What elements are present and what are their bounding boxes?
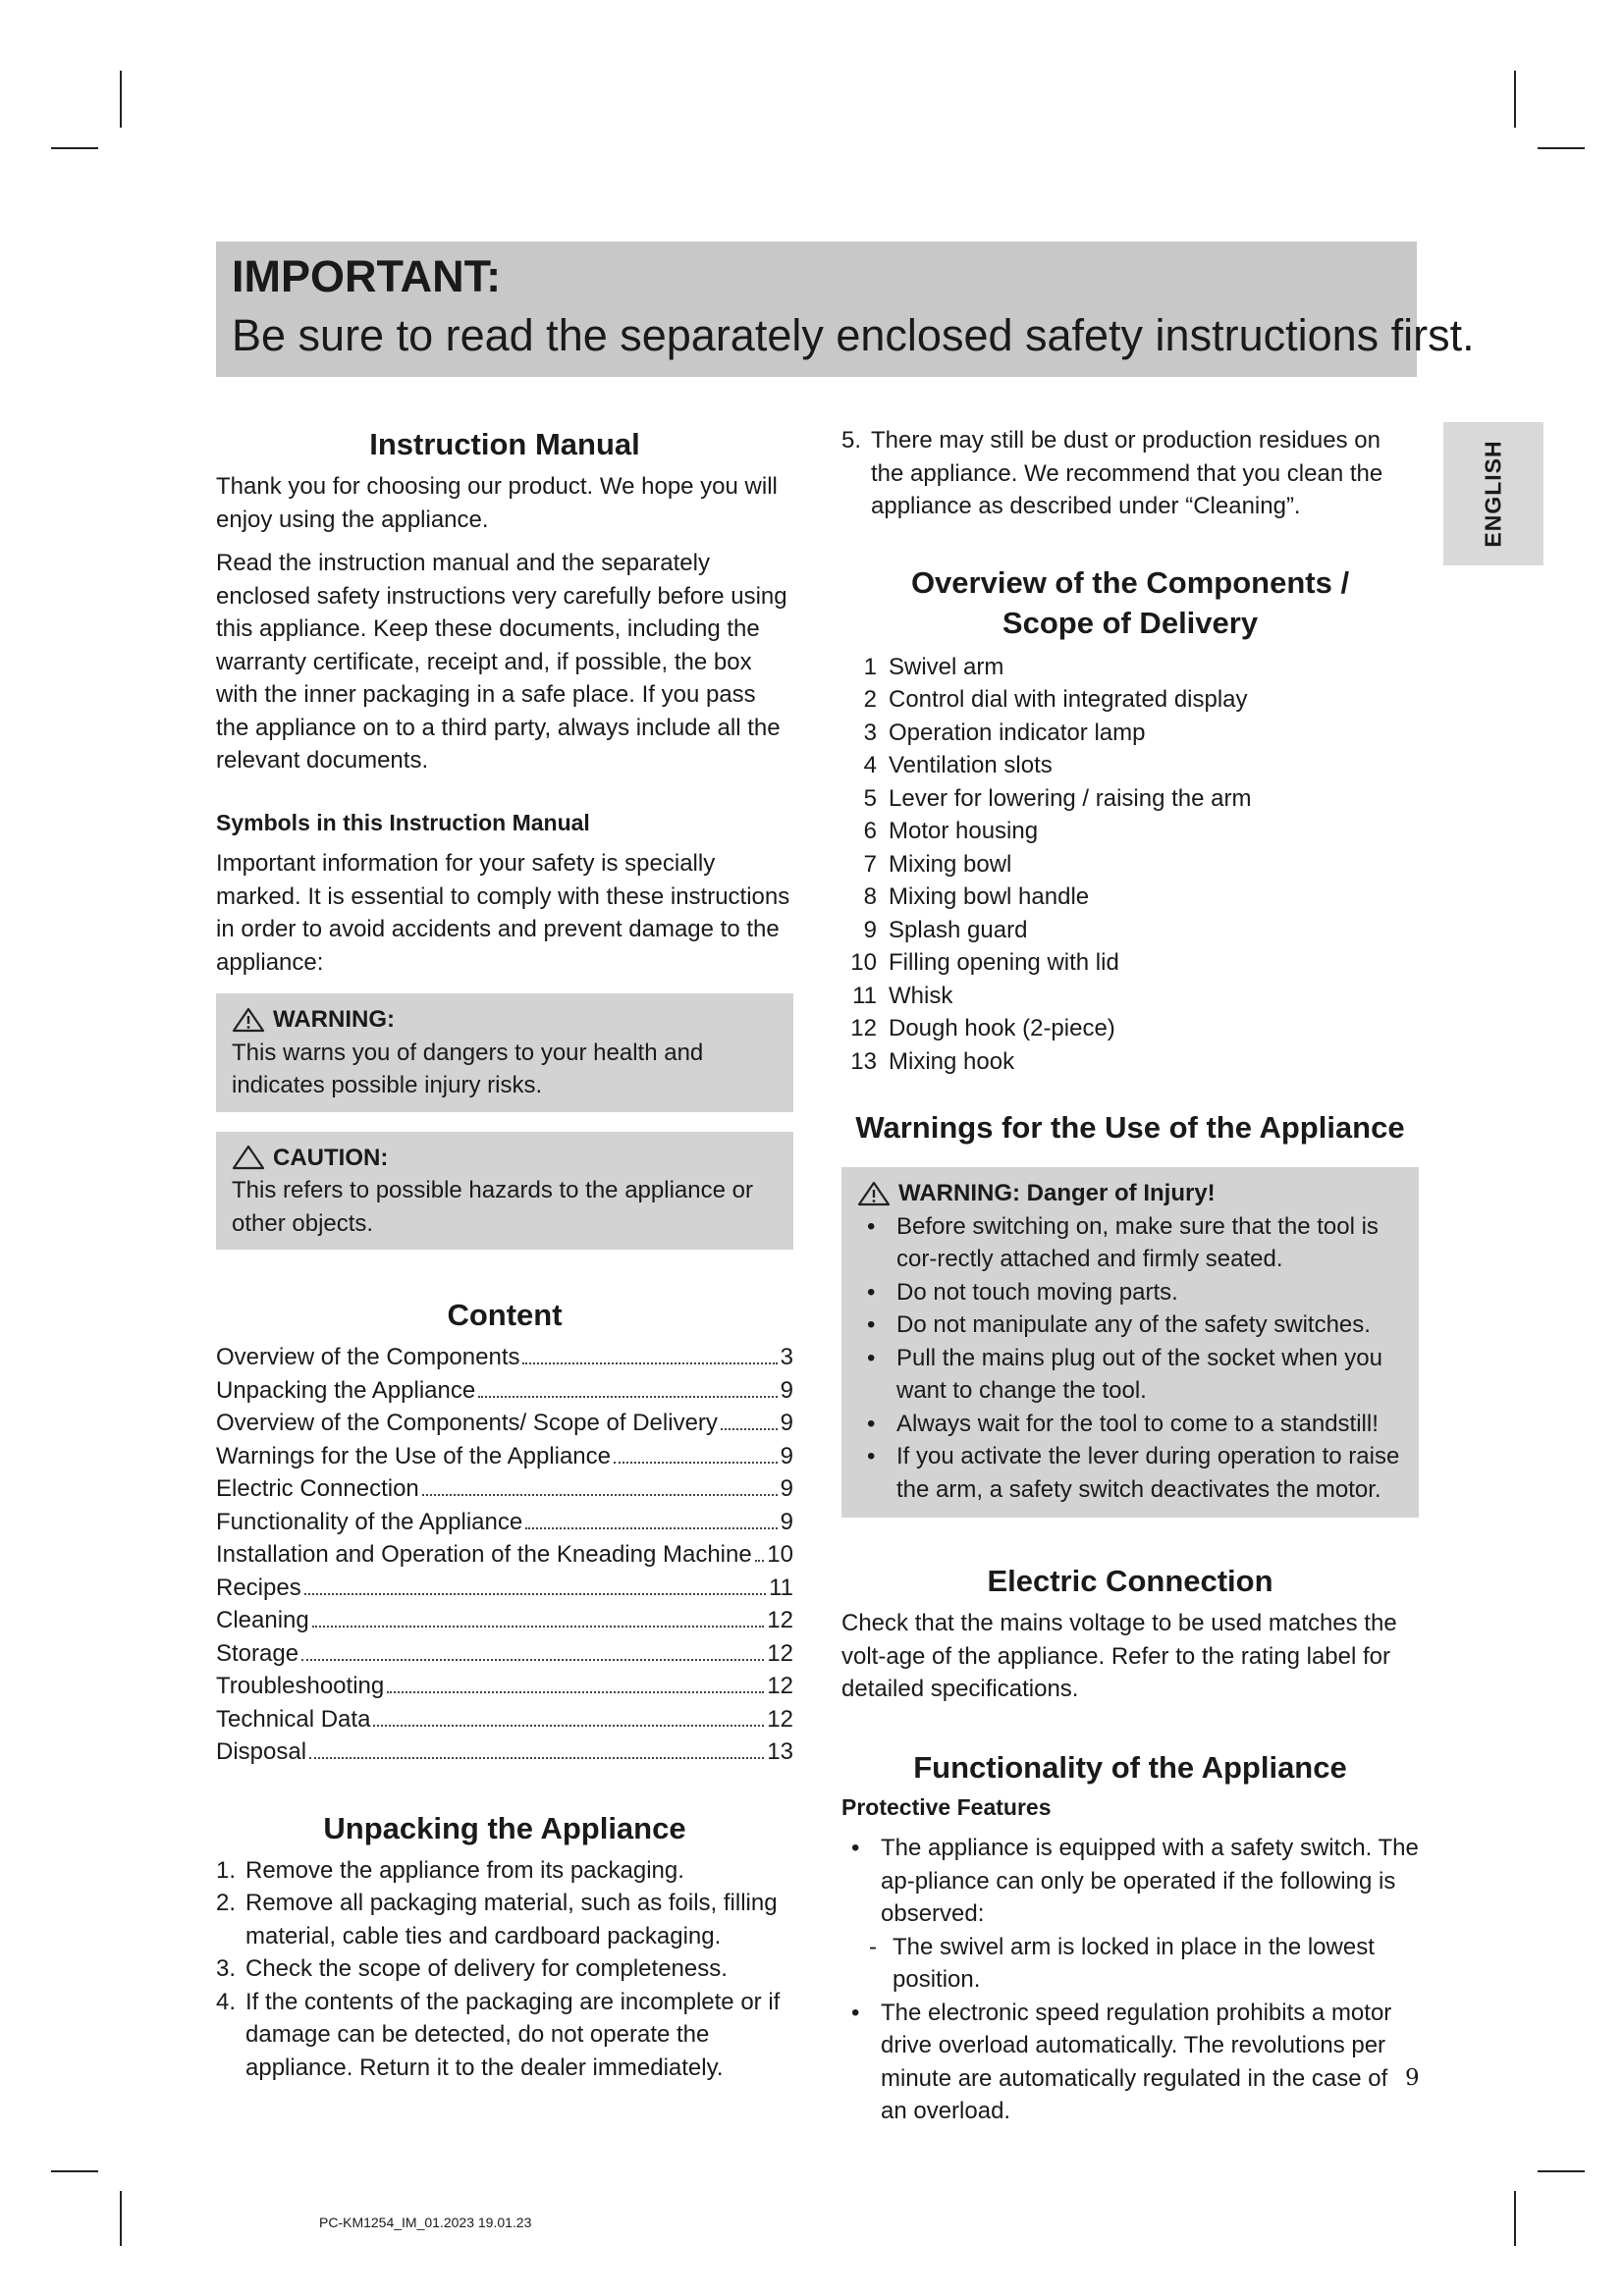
list-item: 3. Check the scope of delivery for completeness. [216, 1955, 728, 1982]
crop-mark [1538, 147, 1585, 149]
page-number: 9 [1405, 2065, 1420, 2091]
symbols-paragraph: Important information for your safety is specially marked. It is essential to comply with these instructions in order to avoid accidents and prevent damage to the appliance: [216, 850, 790, 976]
caution-box-title: CAUTION: [273, 1144, 389, 1171]
electric-paragraph: Check that the mains voltage to be used matches the volt-age of the appliance. Refer to the rating label for detailed specifications. [841, 1610, 1397, 1702]
crop-mark [51, 147, 98, 149]
warning-box-title: WARNING: [273, 1006, 395, 1033]
intro-paragraph: Thank you for choosing our product. We hope you will enjoy using the appliance. [216, 473, 778, 533]
list-item: 5 Lever for lowering / raising the arm [863, 784, 1252, 812]
right-column [841, 424, 1419, 2128]
crop-mark [120, 71, 122, 128]
list-item: 1 Swivel arm [863, 653, 1004, 680]
symbols-heading: Symbols in this Instruction Manual [216, 809, 590, 835]
injury-warning-box [841, 1167, 1419, 1518]
electric-title: Electric Connection [987, 1564, 1273, 1598]
language-label: ENGLISH [1480, 440, 1506, 548]
list-item: • If you activate the lever during operation to raise the arm, a safety switch deactivates the motor. [867, 1443, 1400, 1503]
unpacking-title: Unpacking the Appliance [323, 1810, 686, 1845]
toc-entry: Electric Connection 9 [216, 1475, 793, 1502]
warning-box-text: This warns you of dangers to your health and indicates possible injury risks. [232, 1039, 704, 1098]
toc-entry: Cleaning 12 [216, 1607, 793, 1633]
list-item: 8 Mixing bowl handle [863, 883, 1090, 910]
crop-mark [1514, 2191, 1516, 2246]
list-item: 11 Whisk [852, 982, 953, 1009]
toc-entry: Overview of the Components 3 [216, 1344, 793, 1370]
banner-text: Be sure to read the separately enclosed safety instructions first. [232, 310, 1475, 360]
warning-triangle-icon [857, 1181, 891, 1206]
list-item: • The appliance is equipped with a safety switch. The ap-pliance can only be operated if the following is observed: [851, 1835, 1419, 1927]
footer-code: PC-KM1254_IM_01.2023 19.01.23 [319, 2215, 532, 2230]
list-item: - The swivel arm is locked in place in the lowest position. [869, 1933, 1375, 1993]
list-item: 4 Ventilation slots [863, 752, 1053, 778]
list-item: 9 Splash guard [863, 916, 1028, 943]
list-item: 3 Operation indicator lamp [863, 719, 1146, 746]
instruction-manual-title: Instruction Manual [369, 427, 640, 461]
unpacking-steps [216, 1854, 793, 2085]
content-title: Content [447, 1298, 563, 1332]
caution-box [216, 1132, 793, 1251]
toc-entry: Functionality of the Appliance 9 [216, 1508, 793, 1535]
crop-mark [1514, 71, 1516, 128]
list-item: 5. There may still be dust or production residues on the appliance. We recommend that you clean the appliance as described under “Cleaning”. [841, 427, 1383, 519]
read-manual-paragraph: Read the instruction manual and the separately enclosed safety instructions very carefully before using this appliance. Keep these documents, including the warranty certificate, receipt and, if possible, the box with the inner packaging in a safe place. If you pass the appliance on to a third party, always include all the relevant documents. [216, 550, 787, 774]
protective-features-heading: Protective Features [841, 1793, 1052, 1820]
banner-heading: IMPORTANT: [232, 251, 502, 301]
toc-entry: Storage 12 [216, 1639, 793, 1667]
list-item: 13 Mixing hook [850, 1047, 1015, 1075]
list-item: 7 Mixing bowl [863, 850, 1012, 878]
crop-mark [1538, 2170, 1585, 2172]
list-item: 4. If the contents of the packaging are incomplete or if damage can be detected, do not operate the appliance. Return it to the dealer immediately. [216, 1988, 781, 2081]
warning-triangle-icon [232, 1007, 265, 1033]
list-item: • The electronic speed regulation prohibits a motor drive overload automatically. The revolutions per minute are automatically regulated in the case of an overload. [851, 1999, 1392, 2124]
caution-box-text: This refers to possible hazards to the appliance or other objects. [232, 1177, 753, 1237]
list-item: • Before switching on, make sure that the tool is cor-rectly attached and firmly seated. [867, 1212, 1379, 1272]
list-item: • Pull the mains plug out of the socket when you want to change the tool. [867, 1344, 1382, 1404]
list-item: 6 Motor housing [863, 818, 1039, 844]
toc-entry: Unpacking the Appliance 9 [216, 1376, 793, 1404]
list-item: • Do not manipulate any of the safety switches. [867, 1311, 1371, 1338]
list-item: • Always wait for the tool to come to a standstill! [867, 1410, 1379, 1437]
injury-warning-title: WARNING: Danger of Injury! [898, 1180, 1216, 1206]
warnings-use-title: Warnings for the Use of the Appliance [855, 1110, 1405, 1145]
toc-entry: Disposal 13 [216, 1738, 793, 1765]
toc-entry: Overview of the Components/ Scope of Delivery 9 [216, 1410, 793, 1436]
overview-title: Overview of the Components / Scope of Delivery [910, 564, 1350, 640]
warning-bullets [857, 1210, 1404, 1507]
list-item: • Do not touch moving parts. [867, 1278, 1178, 1306]
crop-mark [120, 2191, 122, 2246]
left-column [216, 424, 793, 2084]
caution-triangle-icon [232, 1145, 265, 1170]
list-item: 2. Remove all packaging material, such as foils, filling material, cable ties and cardboard packaging. [216, 1890, 778, 1949]
functionality-title: Functionality of the Appliance [913, 1749, 1347, 1785]
list-item: 12 Dough hook (2-piece) [850, 1015, 1115, 1041]
toc-entry: Technical Data 12 [216, 1705, 793, 1733]
crop-mark [51, 2170, 98, 2172]
language-tab [1443, 422, 1543, 565]
components-list [841, 651, 1419, 1079]
important-banner [216, 241, 1475, 377]
toc-entry: Recipes 11 [216, 1574, 793, 1601]
table-of-contents [216, 1341, 793, 1769]
toc-entry: Warnings for the Use of the Appliance 9 [216, 1442, 793, 1469]
toc-entry: Troubleshooting 12 [216, 1673, 793, 1699]
list-item: 2 Control dial with integrated display [863, 686, 1248, 713]
toc-entry: Installation and Operation of the Kneading Machine 10 [216, 1541, 793, 1568]
list-item: 1. Remove the appliance from its packaging. [216, 1856, 684, 1884]
list-item: 10 Filling opening with lid [850, 949, 1119, 976]
warning-box [216, 993, 793, 1112]
